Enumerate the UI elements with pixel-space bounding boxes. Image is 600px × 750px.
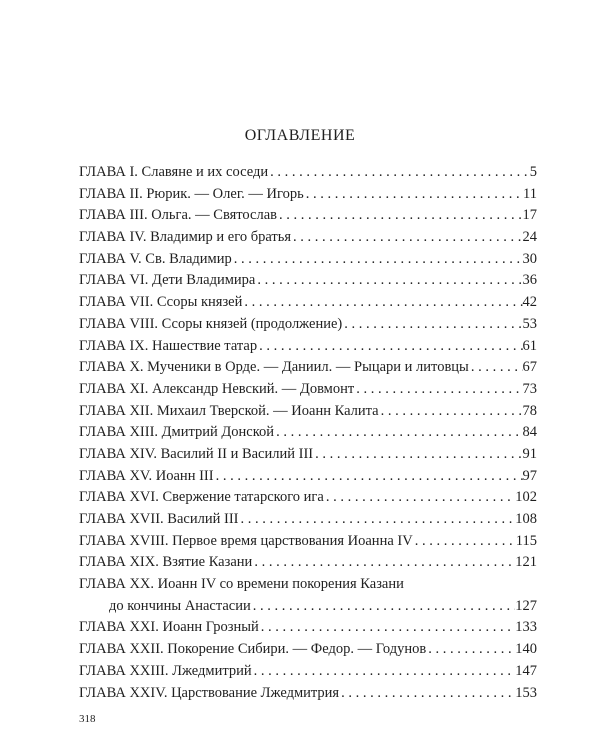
toc-entry-page: 102 xyxy=(515,489,537,506)
toc-entry-page: 153 xyxy=(515,684,537,701)
toc-entry-page: 91 xyxy=(522,445,537,462)
dot-leader xyxy=(304,184,523,206)
toc-entry-text: ГЛАВА XXIII. Лжедмитрий xyxy=(79,662,252,679)
toc-entry-text: ГЛАВА VI. Дети Владимира xyxy=(79,272,256,289)
dot-leader xyxy=(255,270,522,292)
dot-leader xyxy=(242,292,522,314)
toc-entry-page: 121 xyxy=(515,554,537,571)
toc-entry-page: 140 xyxy=(515,641,537,658)
dot-leader xyxy=(238,509,515,531)
dot-leader xyxy=(251,596,515,618)
toc-entry-multiline xyxy=(79,574,537,617)
toc-entry-text: ГЛАВА XVII. Василий III xyxy=(79,511,239,527)
toc-entry-text: ГЛАВА V. Св. Владимир xyxy=(79,250,232,267)
toc-entry xyxy=(79,487,537,509)
toc-entry xyxy=(79,357,537,379)
toc-entry-text: ГЛАВА XXI. Иоанн Грозный xyxy=(79,619,259,636)
toc-entry-page: 133 xyxy=(515,619,537,636)
dot-leader xyxy=(339,683,515,705)
dot-leader xyxy=(291,227,522,249)
toc-entry-text: ГЛАВА XII. Михаил Тверской. — Иоанн Калита xyxy=(79,402,379,419)
dot-leader xyxy=(469,357,523,379)
toc-entry-text: ГЛАВА IX. Нашествие татар xyxy=(79,337,258,354)
toc-entry xyxy=(79,639,537,661)
toc-entry-text: ГЛАВА VIII. Ссоры князей (продолжение) xyxy=(79,315,343,332)
toc-entry xyxy=(79,314,537,336)
toc-entry xyxy=(79,466,537,488)
toc-entry-text: ГЛАВА XIX. Взятие Казани xyxy=(79,554,253,571)
toc-entry-text: ГЛАВА IV. Владимир и его братья xyxy=(79,229,292,246)
toc-entry xyxy=(79,162,537,184)
toc-title: ОГЛАВЛЕНИЕ xyxy=(244,127,356,144)
toc-entry xyxy=(79,336,537,358)
dot-leader xyxy=(252,661,516,683)
dot-leader xyxy=(214,466,523,488)
toc-entry xyxy=(79,422,537,444)
toc-entry xyxy=(79,379,537,401)
dot-leader xyxy=(259,617,516,639)
toc-entry-text: ГЛАВА II. Рюрик. — Олег. — Игорь xyxy=(79,185,304,202)
toc-entry-text: ГЛАВА XVI. Свержение татарского ига xyxy=(79,489,324,506)
toc-entry xyxy=(79,552,537,574)
toc-entry-page: 11 xyxy=(523,185,537,202)
toc-entry-page: 115 xyxy=(515,532,537,549)
dot-leader xyxy=(252,552,515,574)
toc-entry xyxy=(79,227,537,249)
toc-entry xyxy=(79,661,537,683)
toc-entry-page: 108 xyxy=(515,511,537,527)
toc-entry-text: ГЛАВА I. Славяне и их соседи xyxy=(79,164,269,180)
toc-entry xyxy=(79,184,537,206)
toc-entry-page: 53 xyxy=(522,315,537,332)
toc-entry-page: 30 xyxy=(522,250,537,267)
toc-entry xyxy=(79,617,537,639)
toc-entry-page: 5 xyxy=(529,164,537,180)
toc-entry-page: 84 xyxy=(522,424,537,441)
dot-leader xyxy=(354,379,522,401)
toc-entry-text: ГЛАВА XX. Иоанн IV со времени покорения Казани xyxy=(79,576,404,593)
toc-entry-text: ГЛАВА XVIII. Первое время царствования Иоанна IV xyxy=(79,532,413,549)
dot-leader xyxy=(342,314,522,336)
toc-entry-text: ГЛАВА XI. Александр Невский. — Довмонт xyxy=(79,380,355,397)
dot-leader xyxy=(232,249,523,271)
toc-entry-page: 127 xyxy=(515,597,537,614)
dot-leader xyxy=(257,336,522,358)
dot-leader xyxy=(277,205,523,227)
toc-entry-text: ГЛАВА XIII. Дмитрий Донской xyxy=(79,424,275,441)
toc-entry-text: ГЛАВА XIV. Василий II и Василий III xyxy=(79,445,314,462)
toc-list xyxy=(79,162,537,704)
toc-entry xyxy=(79,509,537,531)
toc-entry-page: 42 xyxy=(522,294,537,311)
toc-entry-page: 61 xyxy=(522,337,537,354)
toc-entry-text-continued: до кончины Анастасии xyxy=(109,597,251,614)
toc-entry-text: ГЛАВА XXIV. Царствование Лжедмитрия xyxy=(79,684,340,701)
toc-entry-page: 67 xyxy=(522,359,537,376)
toc-entry-text: ГЛАВА XV. Иоанн III xyxy=(79,467,214,484)
dot-leader xyxy=(413,531,516,553)
dot-leader xyxy=(324,487,515,509)
toc-entry xyxy=(79,444,537,466)
dot-leader xyxy=(379,401,523,423)
toc-entry xyxy=(79,683,537,705)
toc-entry-page: 147 xyxy=(515,662,537,679)
page-number: 318 xyxy=(79,713,96,725)
toc-entry xyxy=(79,205,537,227)
toc-entry-text: ГЛАВА III. Ольга. — Святослав xyxy=(79,207,277,224)
toc-entry xyxy=(79,531,537,553)
dot-leader xyxy=(426,639,515,661)
toc-entry-text: ГЛАВА XXII. Покорение Сибири. — Федор. — Годунов xyxy=(79,641,427,658)
dot-leader xyxy=(313,444,522,466)
toc-entry-page: 73 xyxy=(522,380,537,397)
toc-entry-page: 24 xyxy=(522,229,537,246)
toc-entry xyxy=(79,249,537,271)
toc-entry-page: 36 xyxy=(522,272,537,289)
toc-entry xyxy=(79,401,537,423)
dot-leader xyxy=(274,422,522,444)
toc-entry-page: 97 xyxy=(522,467,537,484)
toc-entry xyxy=(79,292,537,314)
dot-leader xyxy=(268,162,530,184)
toc-entry-page: 17 xyxy=(522,207,537,224)
toc-entry-page: 78 xyxy=(522,402,537,419)
toc-entry-text: ГЛАВА VII. Ссоры князей xyxy=(79,294,243,311)
toc-entry xyxy=(79,270,537,292)
toc-entry-text: ГЛАВА X. Мученики в Орде. — Даниил. — Рыцари и литовцы xyxy=(79,359,469,376)
